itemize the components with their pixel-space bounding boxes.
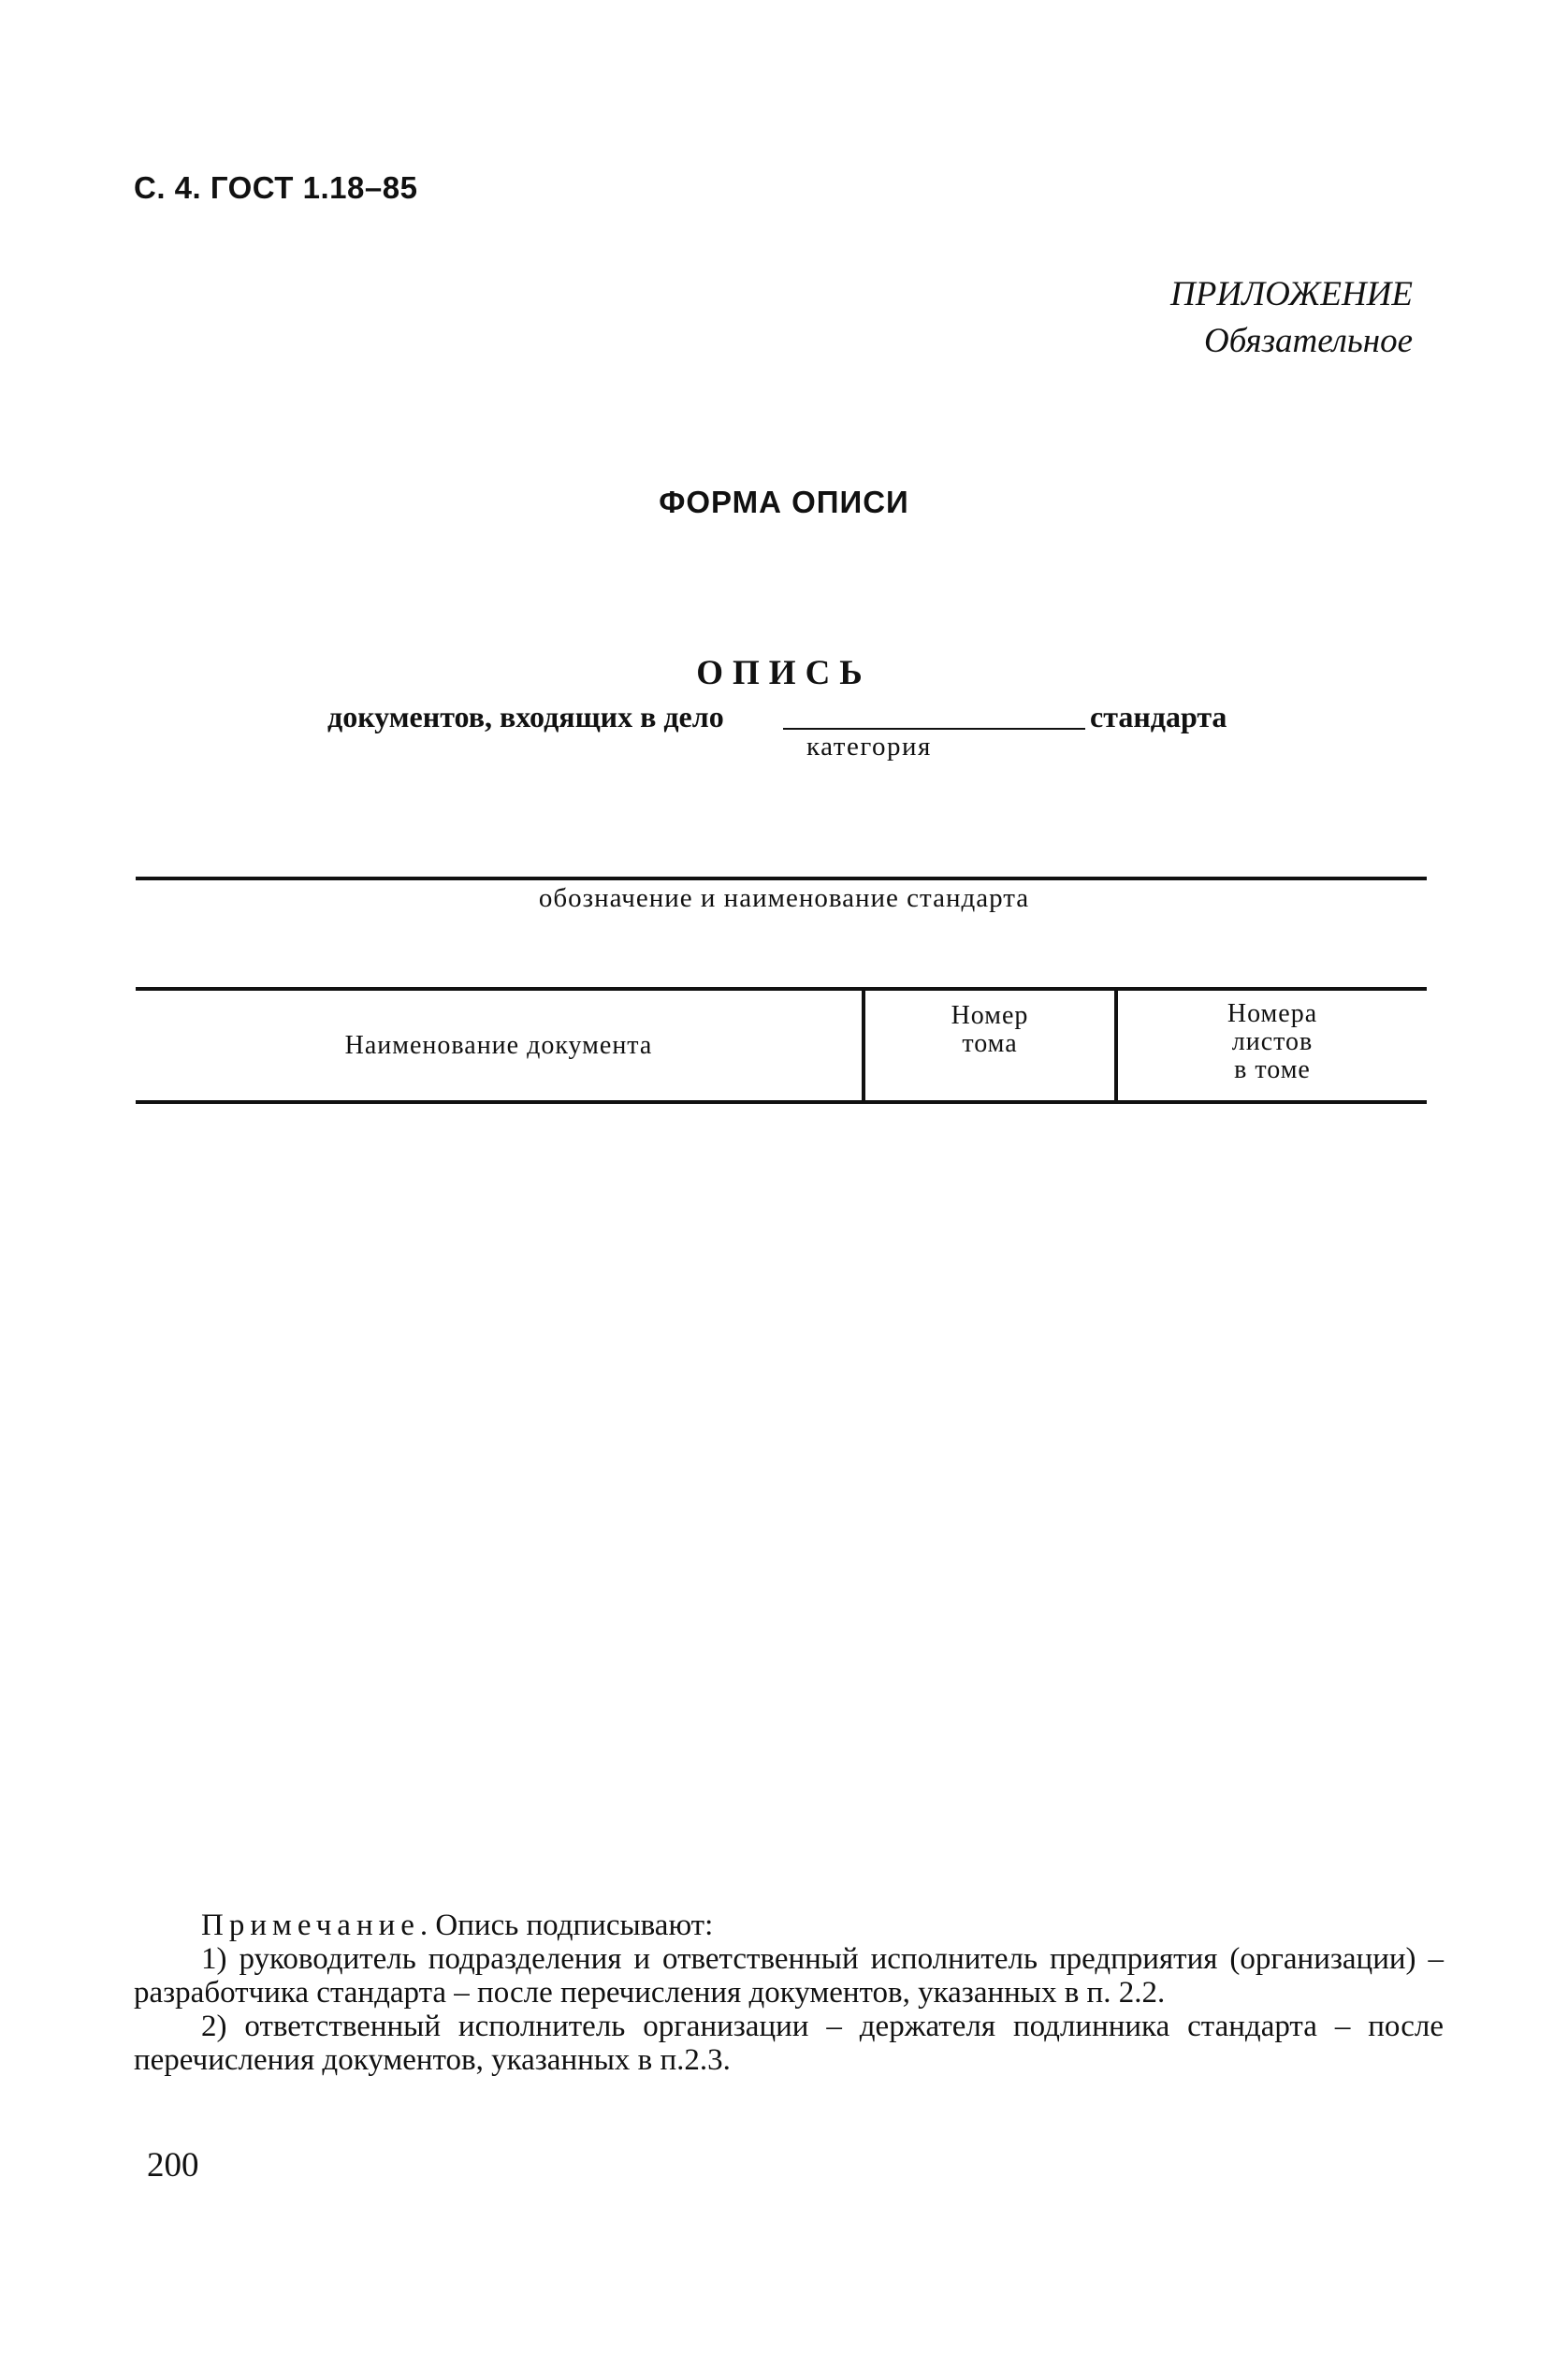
documents-text: документов, входящих в дело xyxy=(327,700,724,733)
page-number: 200 xyxy=(147,2146,199,2185)
standard-name-rule xyxy=(136,877,1427,880)
category-blank-line xyxy=(783,728,1085,730)
appendix-subtitle: Обязательное xyxy=(1203,322,1413,360)
column-volume-number: Номер тома xyxy=(865,991,1118,1100)
column-sheet-numbers: Номера листов в томе xyxy=(1227,999,1318,1084)
note-label: Примечание xyxy=(201,1909,420,1942)
appendix-block xyxy=(1170,271,1413,365)
note-item-2: 2) ответственный исполнитель организации – держателя подлинника стандарта – после перечисления документов, указанных в п.2.3. xyxy=(134,2010,1444,2077)
form-title: ФОРМА ОПИСИ xyxy=(659,485,909,519)
note-block xyxy=(134,1909,1444,2077)
standard-name-caption: обозначение и наименование стандарта xyxy=(538,883,1030,913)
note-intro: Примечание. Опись подписывают: xyxy=(201,1909,714,1942)
document-code: С. 4. ГОСТ 1.18–85 xyxy=(134,170,418,205)
standard-word: стандарта xyxy=(1090,700,1227,733)
opis-title: ОПИСЬ xyxy=(696,654,872,692)
inventory-table-header xyxy=(136,987,1427,1104)
appendix-title: ПРИЛОЖЕНИЕ xyxy=(1170,275,1413,313)
note-item-1: 1) руководитель подразделения и ответственный исполнитель предприятия (организации) – разработчика стандарта – после перечисления документов, указанных в п. 2.2. xyxy=(134,1942,1444,2010)
category-caption: категория xyxy=(806,732,932,762)
column-document-name: Наименование документа xyxy=(136,991,865,1100)
